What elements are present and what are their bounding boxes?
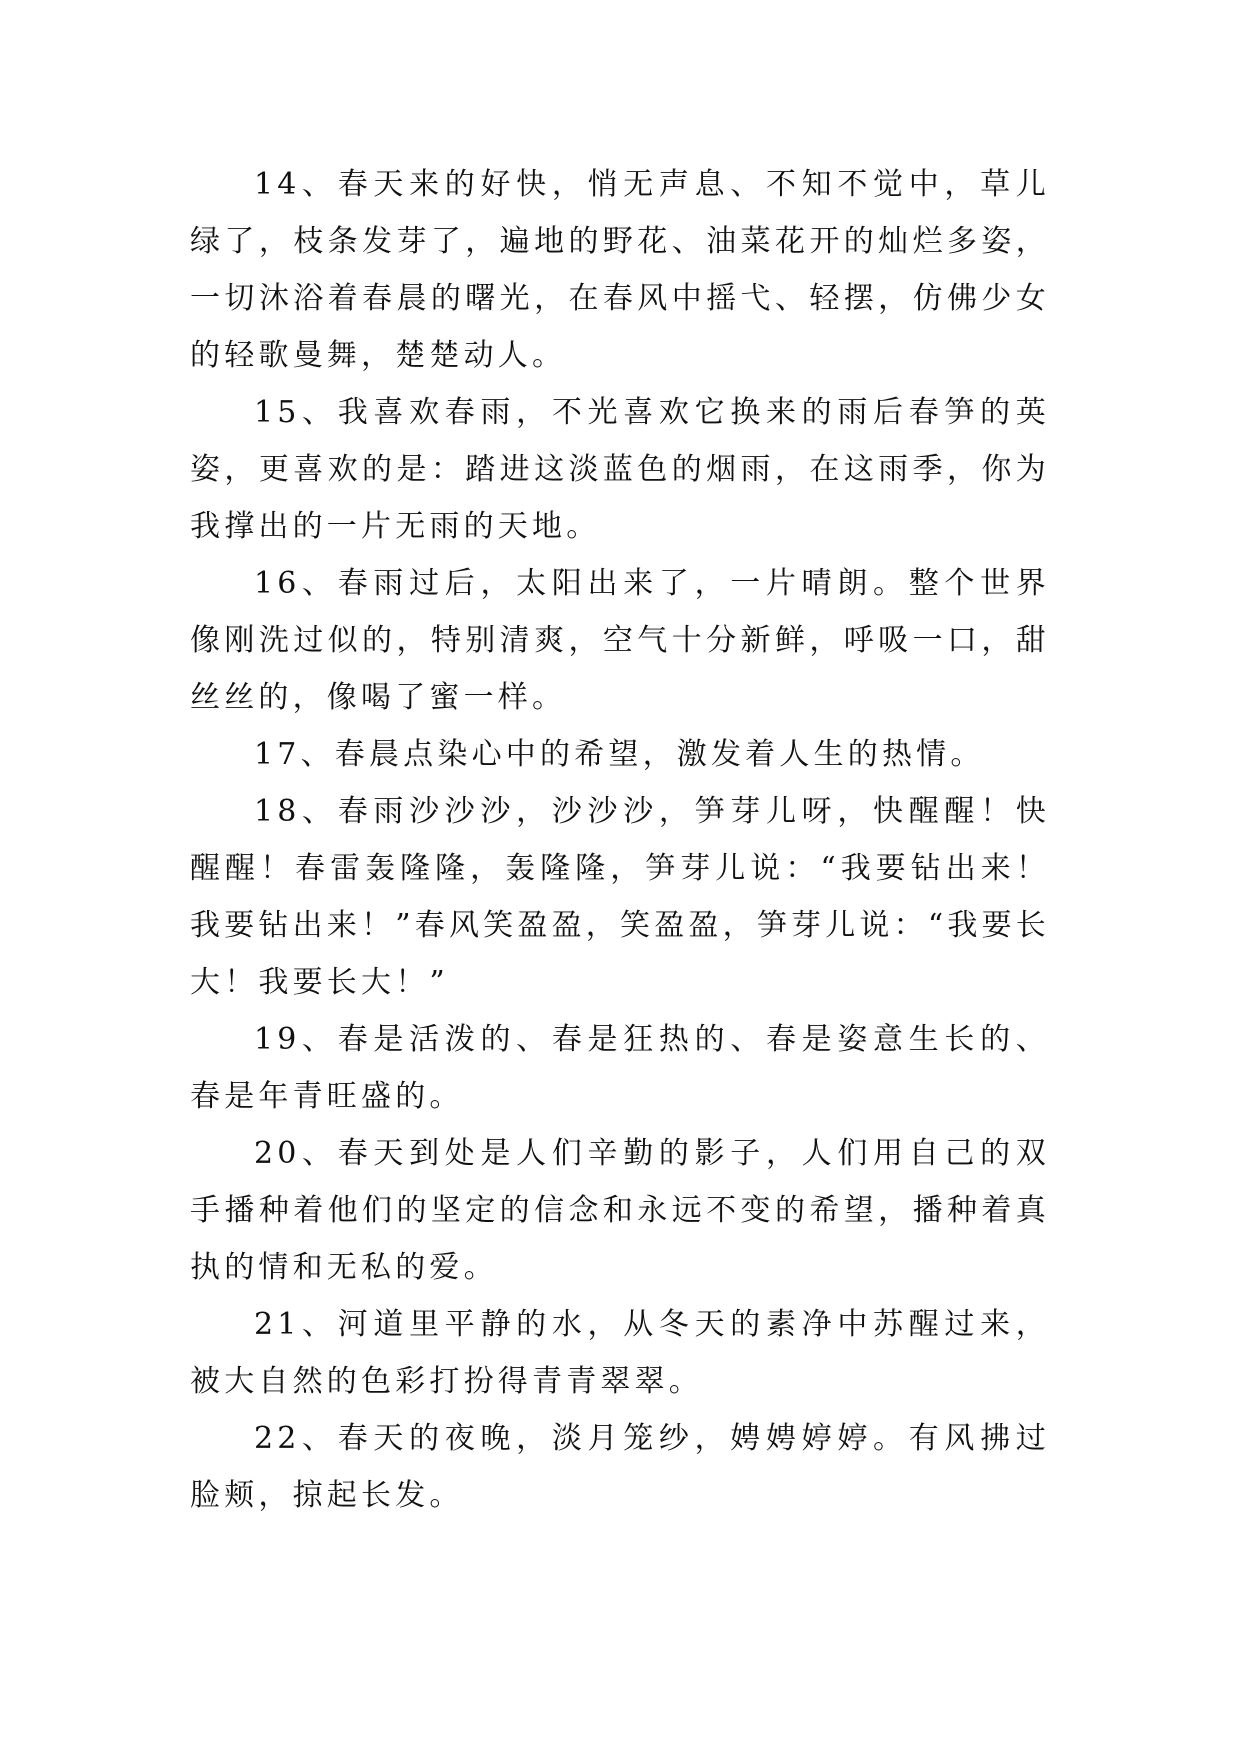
paragraph-21: 21、河道里平静的水，从冬天的素净中苏醒过来，被大自然的色彩打扮得青青翠翠。 bbox=[190, 1307, 1050, 1399]
paragraph-15: 15、我喜欢春雨，不光喜欢它换来的雨后春笋的英姿，更喜欢的是：踏进这淡蓝色的烟雨，在这雨季，你为我撑出的一片无雨的天地。 bbox=[190, 395, 1050, 544]
paragraph-22: 22、春天的夜晚，淡月笼纱，娉娉婷婷。有风拂过脸颊，掠起长发。 bbox=[190, 1421, 1050, 1513]
paragraph-14: 14、春天来的好快，悄无声息、不知不觉中，草儿绿了，枝条发芽了，遍地的野花、油菜花开的灿烂多姿，一切沐浴着春晨的曙光，在春风中摇弋、轻摆，仿佛少女的轻歌曼舞，楚楚动人。 bbox=[190, 167, 1050, 373]
paragraph-17: 17、春晨点染心中的希望，激发着人生的热情。 bbox=[254, 737, 985, 772]
paragraph-16: 16、春雨过后，太阳出来了，一片晴朗。整个世界像刚洗过似的，特别清爽，空气十分新鲜，呼吸一口，甜丝丝的，像喝了蜜一样。 bbox=[190, 566, 1050, 715]
paragraph-19: 19、春是活泼的、春是狂热的、春是姿意生长的、春是年青旺盛的。 bbox=[190, 1022, 1050, 1114]
paragraph-18: 18、春雨沙沙沙，沙沙沙，笋芽儿呀，快醒醒！快醒醒！春雷轰隆隆，轰隆隆，笋芽儿说：“我要钻出来！我要钻出来！”春风笑盈盈，笑盈盈，笋芽儿说：“我要长大！我要长大！” bbox=[190, 794, 1050, 1000]
paragraph-20: 20、春天到处是人们辛勤的影子，人们用自己的双手播种着他们的坚定的信念和永远不变的希望，播种着真执的情和无私的爱。 bbox=[190, 1136, 1050, 1285]
document-body bbox=[190, 156, 1050, 1524]
